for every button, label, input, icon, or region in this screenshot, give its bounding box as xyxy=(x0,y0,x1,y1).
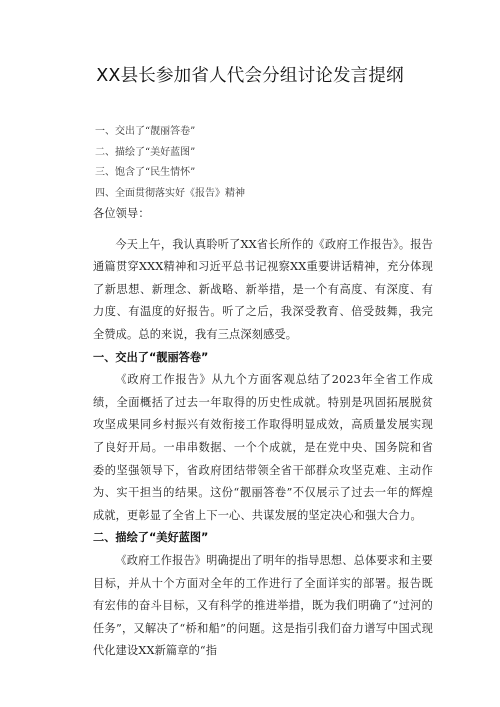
outline-item: 三、饱含了“民生情怀” xyxy=(95,167,196,179)
outline-item: 二、描绘了“美好蓝图” xyxy=(95,146,196,158)
section-heading: 二、描绘了“美好蓝图” xyxy=(93,531,209,545)
salutation: 各位领导： xyxy=(93,207,150,220)
outline-item: 一、交出了“靓丽答卷” xyxy=(95,126,196,137)
outline-item: 四、全面贯彻落实好《报告》精神 xyxy=(95,187,245,199)
document-title: XX县长参加省人代会分组讨论发言提纲 xyxy=(96,66,404,86)
section-paragraph: 《政府工作报告》明确提出了明年的指导思想、总体要求和主要目标，并从十个方面对全年的工作进行了全面详实的部署。报告既有宏伟的奋斗目标，又有科学的推进举措，既为我们明确了“过河的任务”，又解决了“桥和船”的问题。这是指引我们奋力谱写中国式现代化建设XX新篇章的“指 xyxy=(93,553,433,658)
document-body xyxy=(93,203,433,663)
intro-paragraph: 今天上午，我认真聆听了XX省长所作的《政府工作报告》。报告通篇贯穿XXX精神和习近平总书记视察XX重要讲话精神，充分体现了新思想、新理念、新战略、新举措，是一个有高度、有深度、有力度、有温度的好报告。听了之后，我深受教育、倍受鼓舞，我完全赞成。总的来说，我有三点深刻感受。 xyxy=(93,237,433,341)
outline-list xyxy=(95,122,245,204)
section-paragraph: 《政府工作报告》从九个方面客观总结了2023年全省工作成绩，全面概括了过去一年取得的历史性成就。特别是巩固拓展脱贫攻坚成果同乡村振兴有效衔接工作取得明显成效，高质量发展实现了良好开局。一串串数据、一个个成就，是在党中央、国务院和省委的坚强领导下，省政府团结带领全省干部群众攻坚克难、主动作为、实干担当的结果。这份“靓丽答卷”不仅展示了过去一年的辉煌成就，更彰显了全省上下一心、共谋发展的坚定决心和强大合力。 xyxy=(93,373,433,522)
section-heading: 一、交出了“靓丽答卷” xyxy=(93,350,209,364)
